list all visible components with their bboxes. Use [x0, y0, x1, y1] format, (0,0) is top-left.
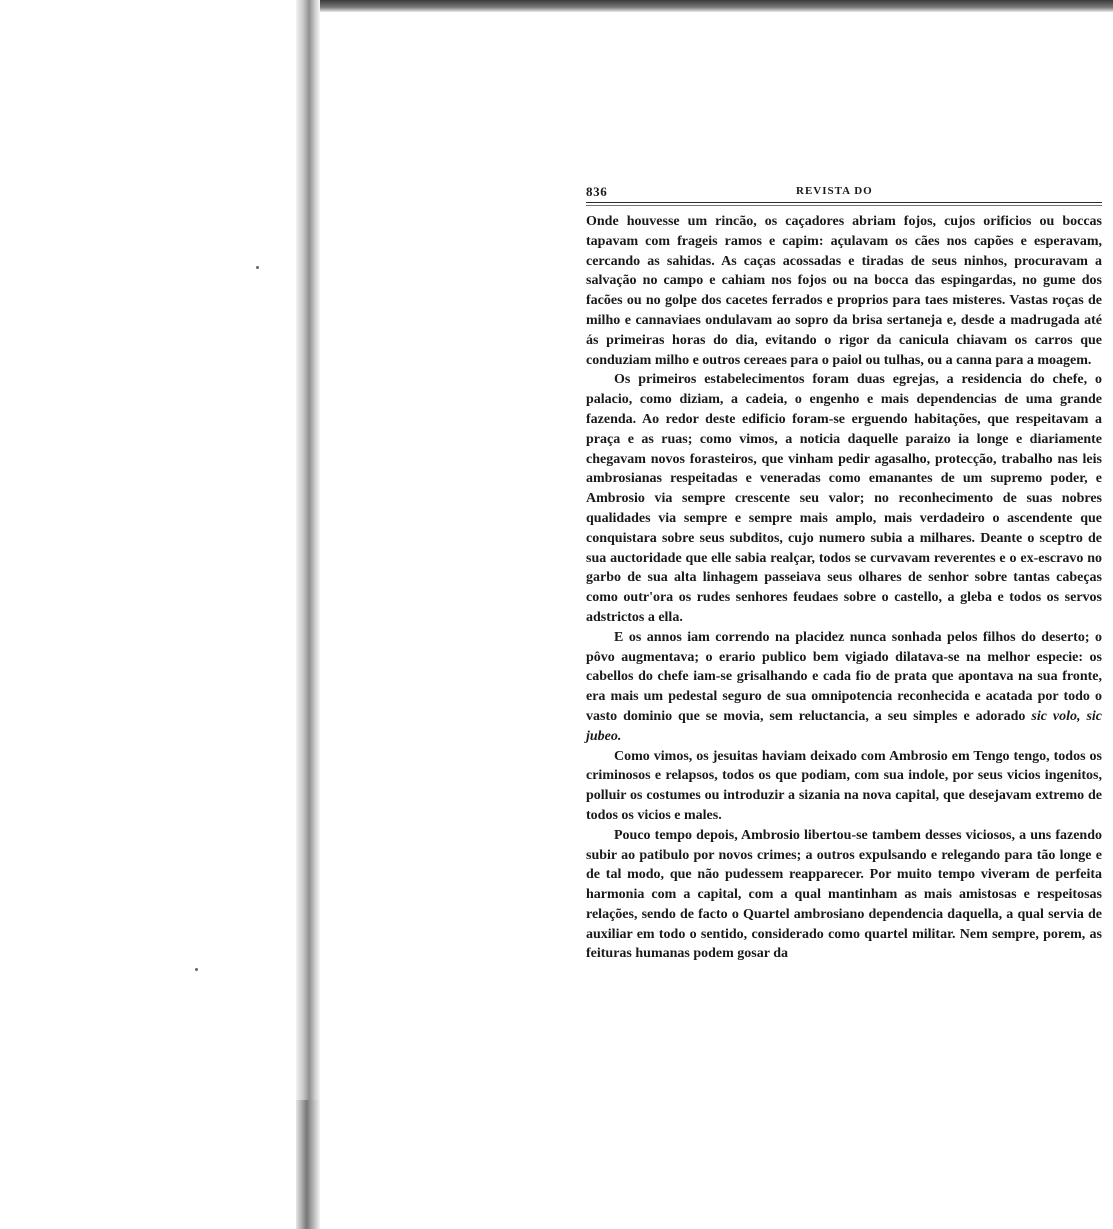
- paragraph: Pouco tempo depois, Ambrosio libertou-se tambem desses viciosos, a uns fazendo subir ao patibulo por novos crimes; a outros expulsando e relegando para tão longe e de tal modo, que não pudessem reapparecer. Por muito tempo viveram de perfeita harmonia com a capital, com a qual mantinham as mais amistosas e respeitosas relações, sendo de facto o Quartel ambrosiano dependencia daquella, a qual servia de auxiliar em todo o sentido, considerado como quartel militar. Nem sempre, porem, as feituras humanas podem gosar da: [586, 827, 1102, 962]
- paragraph: Como vimos, os jesuitas haviam deixado com Ambrosio em Tengo tengo, todos os criminosos e relapsos, todos os que podiam, com sua indole, por seus vicios ingenitos, polluir os costumes ou introduzir a sizania na nova capital, que desejavam extremo de todos os vicios e males.: [586, 748, 1102, 823]
- header-rule: [586, 202, 1102, 206]
- running-head: [586, 180, 1102, 202]
- scan-speck: [256, 266, 259, 269]
- book-page: [586, 180, 1102, 964]
- paragraph: Onde houvesse um rincão, os caçadores abriam fojos, cujos orificios ou boccas tapavam com frageis ramos e capim: açulavam os cães nos capões e esperavam, cercando as sahidas. As caças acossadas e tiradas de seus ninhos, procuravam a salvação no campo e cahiam nos fojos ou na bocca das espingardas, no gume dos facões ou no golpe dos cacetes ferrados e proprios para taes misteres. Vastas roças de milho e cannaviaes ondulavam ao sopro da brisa sertaneja e, desde a madrugada até ás primeiras horas do dia, evitando o rigor da canicula chiavam os carros que conduziam milho e outros cereaes para o paiol ou tulhas, ou a canna para a moagem.: [586, 214, 1102, 368]
- scan-top-edge: [300, 0, 1113, 12]
- paragraph: Os primeiros estabelecimentos foram duas egrejas, a residencia do chefe, o palacio, como diziam, a cadeia, o engenho e mais dependencias de uma grande fazenda. Ao redor deste edificio foram-se erguendo habitações, que respeitavam a praça e as ruas; como vimos, a noticia daquelle paraizo ia longe e diariamente chegavam novos forasteiros, que vinham pedir agasalho, protecção, trabalho nas leis ambrosianas respeitadas e veneradas como emanantes de um supremo poder, e Ambrosio via sempre crescente seu valor; no reconhecimento de suas nobres qualidades via sempre e sempre mais amplo, mais verdadeiro o ascendente que conquistara sobre seus subditos, cujo numero subia a milhares. Deante o sceptro de sua auctoridade que elle sabia realçar, todos se curvavam reverentes e o ex-escravo no garbo de sua alta linhagem passeiava seus olhares de senhor sobre tantas cabeças como outr'ora os rudes senhores feudaes sobre o castello, a gleba e todos os servos adstrictos a ella.: [586, 372, 1102, 625]
- page-text: [586, 212, 1102, 964]
- paragraph-text: E os annos iam correndo na placidez nunca sonhada pelos filhos do deserto; o pôvo augmentava; o erario publico bem vigiado dilatava-se na melhor especie: os cabellos do chefe iam-se grisalhando e cada fio de prata que apontava na sua fronte, era mais um pedestal seguro de sua omnipotencia reconhecida e acatada por todo o vasto dominio que se movia, sem reluctancia, a seu simples e adorado: [586, 629, 1102, 724]
- latin-phrase: sic volo, sic jubeo.: [586, 708, 1102, 744]
- page-number: 836: [586, 184, 608, 199]
- running-head-title: REVISTA DO: [796, 185, 873, 197]
- book-gutter-shadow: [296, 1100, 320, 1229]
- blank-left-page: [0, 0, 300, 1229]
- paragraph: [586, 628, 1102, 747]
- book-gutter: [296, 0, 320, 1229]
- scan-speck: [195, 968, 198, 971]
